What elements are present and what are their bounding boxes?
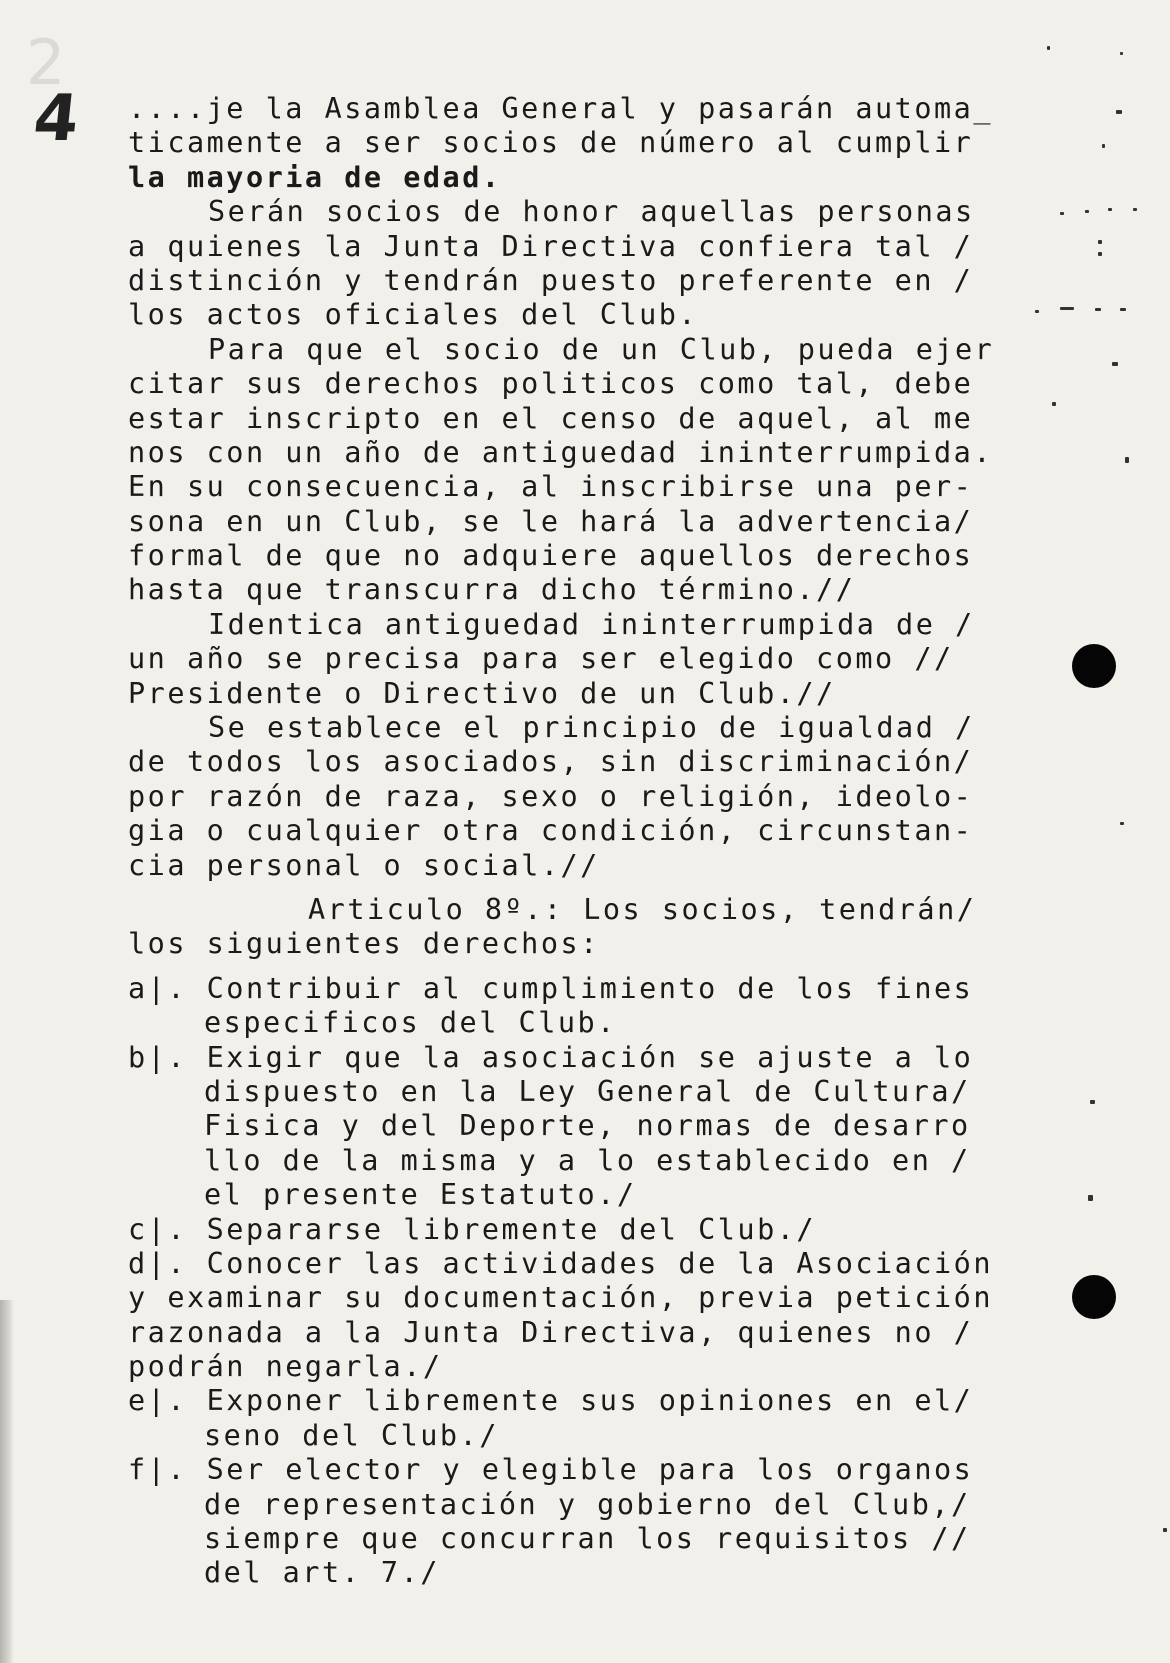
- text-line: citar sus derechos politicos como tal, debe: [128, 367, 974, 401]
- speck: [1120, 308, 1126, 311]
- speck: [1085, 210, 1089, 213]
- page-number: 4: [30, 82, 83, 156]
- text-line: gia o cualquier otra condición, circunstan-: [128, 814, 974, 848]
- speck: [1102, 144, 1105, 148]
- text-line: los siguientes derechos:: [128, 927, 600, 961]
- list-item: a|. Contribuir al cumplimiento de los fines: [128, 971, 974, 1005]
- speck: [1052, 402, 1056, 406]
- text-line: Para que el socio de un Club, pueda ejer: [208, 332, 995, 366]
- text-line: hasta que transcurra dicho término.//: [128, 573, 856, 607]
- article-heading: Articulo 8º.: Los socios, tendrán/: [308, 892, 977, 926]
- text-line: Se establece el principio de igualdad /: [208, 711, 975, 745]
- text-line: de representación y gobierno del Club,/: [204, 1487, 971, 1521]
- speck: [1112, 362, 1118, 366]
- speck: [1035, 310, 1039, 313]
- speck: [1116, 110, 1122, 114]
- text-line: seno del Club./: [204, 1418, 499, 1452]
- list-item: c|. Separarse libremente del Club./: [128, 1212, 817, 1246]
- list-item: b|. Exigir que la asociación se ajuste a lo: [128, 1040, 974, 1074]
- text-line: el presente Estatuto./: [204, 1178, 637, 1212]
- speck: [1120, 822, 1124, 825]
- speck: [1163, 1528, 1167, 1532]
- text-line: de todos los asociados, sin discriminación/: [128, 745, 974, 779]
- text-line: cia personal o social.//: [128, 848, 600, 882]
- speck: [1120, 52, 1123, 55]
- text-line: estar inscripto en el censo de aquel, al me: [128, 401, 974, 435]
- speck: [1098, 252, 1102, 256]
- text-line: podrán negarla./: [128, 1350, 443, 1384]
- text-line: llo de la misma y a lo establecido en /: [204, 1143, 971, 1177]
- text-line: nos con un año de antiguedad ininterrumpida.: [128, 435, 993, 469]
- text-line: la mayoria de edad.: [128, 160, 502, 194]
- faded-mark: 2: [26, 26, 66, 99]
- speck: [1090, 1100, 1095, 1104]
- text-line: un año se precisa para ser elegido como //: [128, 642, 954, 676]
- list-item: d|. Conocer las actividades de la Asociación: [128, 1246, 993, 1280]
- document-body: [128, 92, 1008, 1591]
- speck: [1098, 240, 1102, 244]
- punch-hole: [1072, 644, 1116, 688]
- text-line: ....je la Asamblea General y pasarán automa_: [128, 92, 993, 125]
- speck: [1125, 457, 1129, 463]
- text-line: En su consecuencia, al inscribirse una per-: [128, 470, 974, 504]
- text-line: formal de que no adquiere aquellos derechos: [128, 539, 974, 573]
- text-line: Identica antiguedad ininterrumpida de /: [208, 607, 975, 641]
- text-line: y examinar su documentación, previa petición: [128, 1281, 993, 1315]
- text-line: siempre que concurran los requisitos //: [204, 1522, 971, 1556]
- text-line: razonada a la Junta Directiva, quienes no /: [128, 1315, 974, 1349]
- text-line: especificos del Club.: [204, 1006, 617, 1040]
- speck: [1133, 208, 1137, 211]
- text-line: Fisica y del Deporte, normas de desarro: [204, 1109, 971, 1143]
- speck: [1047, 46, 1050, 50]
- text-line: sona en un Club, se le hará la advertencia/: [128, 504, 974, 538]
- list-item: f|. Ser elector y elegible para los organos: [128, 1453, 974, 1487]
- text-line: dispuesto en la Ley General de Cultura/: [204, 1074, 971, 1108]
- text-line: Serán socios de honor aquellas personas: [208, 195, 975, 229]
- text-line: ticamente a ser socios de número al cumplir: [128, 126, 974, 160]
- text-line: los actos oficiales del Club.: [128, 298, 699, 332]
- scan-edge-shadow: [0, 1300, 14, 1663]
- text-line: a quienes la Junta Directiva confiera tal /: [128, 229, 974, 263]
- speck: [1095, 308, 1101, 311]
- speck: [1088, 1195, 1093, 1201]
- text-line: Presidente o Directivo de un Club.//: [128, 676, 836, 710]
- text-line: distinción y tendrán puesto preferente en /: [128, 263, 974, 297]
- text-line: por razón de raza, sexo o religión, ideolo-: [128, 779, 974, 813]
- speck: [1060, 307, 1074, 310]
- speck: [1108, 208, 1112, 211]
- list-item: e|. Exponer libremente sus opiniones en el/: [128, 1384, 974, 1418]
- text-line: del art. 7./: [204, 1556, 440, 1590]
- punch-hole: [1072, 1275, 1116, 1319]
- speck: [1060, 212, 1064, 215]
